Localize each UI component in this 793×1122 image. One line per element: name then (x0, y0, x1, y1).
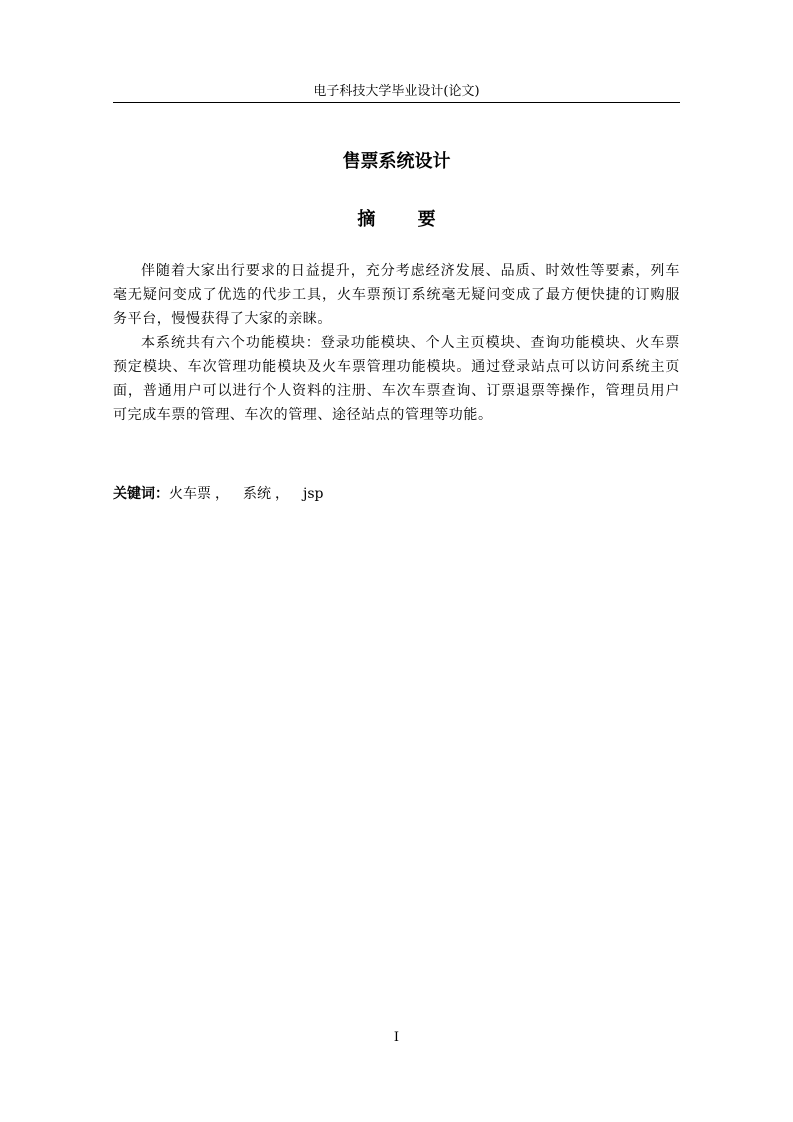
keyword-item: 火车票 (169, 486, 211, 502)
keyword-item: 系统 (243, 486, 271, 502)
page-number: I (393, 1030, 400, 1045)
header-text: 电子科技大学毕业设计(论文) (313, 84, 480, 99)
abstract-body (113, 259, 680, 427)
keyword-item: jsp (303, 486, 324, 502)
document-title: 售票系统设计 (342, 151, 451, 172)
keyword-separator: ， (215, 486, 229, 502)
keywords-label: 关键词： (113, 486, 169, 502)
keyword-separator: ， (275, 486, 289, 502)
abstract-paragraph: 本系统共有六个功能模块：登录功能模块、个人主页模块、查询功能模块、火车票预定模块、车次管理功能模块及火车票管理功能模块。通过登录站点可以访问系统主页面，普通用户可以进行个人资料的注册、车次车票查询、订票退票等操作，管理员用户可完成车票的管理、车次的管理、途径站点的管理等功能。 (113, 335, 680, 423)
abstract-paragraph: 伴随着大家出行要求的日益提升，充分考虑经济发展、品质、时效性等要素，列车毫无疑问变成了优选的代步工具，火车票预订系统毫无疑问变成了最方便快捷的订购服务平台，慢慢获得了大家的亲睐。 (113, 263, 680, 327)
page-header (113, 82, 680, 103)
keywords-line (113, 482, 680, 506)
abstract-heading: 摘 要 (357, 209, 454, 230)
